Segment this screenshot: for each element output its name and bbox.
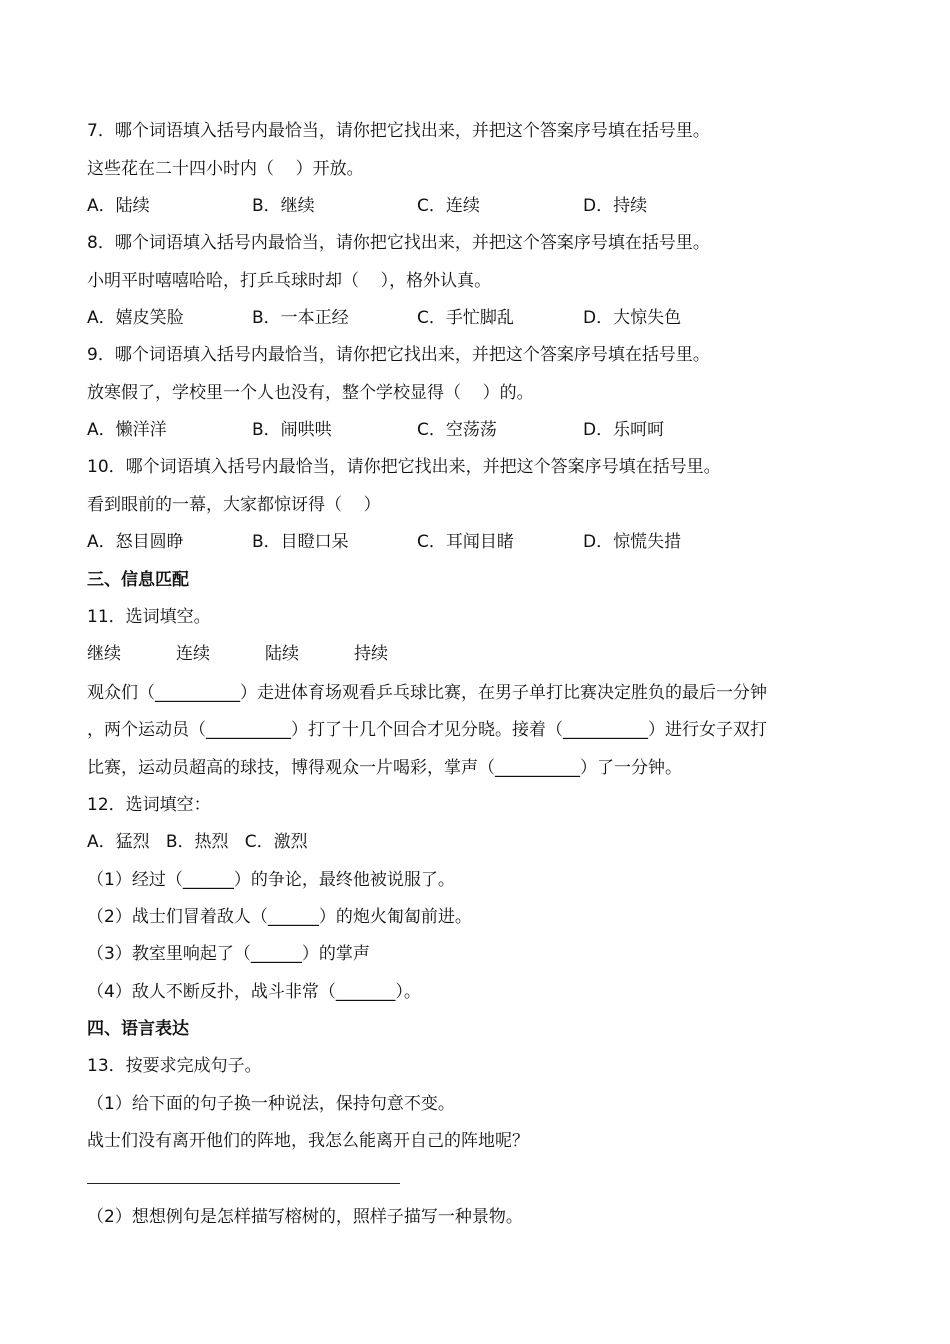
q10-stem: 10．哪个词语填入括号内最恰当，请你把它找出来，并把这个答案序号填在括号里。 [87,457,721,477]
answer-line[interactable] [87,1183,400,1184]
q10-option-a: A．怒目圆睁 [87,532,184,552]
q13-sentence: 战士们没有离开他们的阵地，我怎么能离开自己的阵地呢？ [87,1131,529,1151]
q9-option-a: A．懒洋洋 [87,420,167,440]
q12-item-1: （1）经过（______）的争论，最终他被说服了。 [87,870,455,890]
q12-item-4: （4）敌人不断反扑，战斗非常（_______）。 [87,982,421,1002]
q11-word-1: 继续 [87,644,121,664]
q9-option-b: B．闹哄哄 [252,420,332,440]
q9-stem: 9．哪个词语填入括号内最恰当，请你把它找出来，并把这个答案序号填在括号里。 [87,345,710,365]
q8-option-c: C．手忙脚乱 [417,308,514,328]
q9-option-c: C．空荡荡 [417,420,497,440]
q12-stem: 12．选词填空： [87,795,211,815]
q7-option-b: B．继续 [252,196,315,216]
q12-item-3: （3）教室里响起了（______）的掌声 [87,944,370,964]
q11-passage-line-3: 比赛，运动员超高的球技，博得观众一片喝彩，掌声（__________）了一分钟。 [87,758,682,778]
q11-word-3: 陆续 [265,644,299,664]
q8-sentence: 小明平时嘻嘻哈哈，打乒乓球时却（ ），格外认真。 [87,271,492,291]
q11-passage-line-1: 观众们（__________）走进体育场观看乒乓球比赛，在男子单打比赛决定胜负的最后一分钟 [87,683,767,703]
q10-option-c: C．耳闻目睹 [417,532,514,552]
q12-item-2: （2）战士们冒着敌人（______）的炮火匍匐前进。 [87,907,472,927]
q7-option-d: D．持续 [583,196,648,216]
q10-options [87,530,887,554]
q10-sentence: 看到眼前的一幕，大家都惊讶得（ ） [87,495,381,515]
q13-stem: 13．按要求完成句子。 [87,1056,262,1076]
q8-options [87,306,887,330]
q7-sentence: 这些花在二十四小时内（ ）开放。 [87,159,364,179]
q7-option-c: C．连续 [417,196,480,216]
q8-option-d: D．大惊失色 [583,308,682,328]
section-3-heading: 三、信息匹配 [87,570,189,590]
q10-option-b: B．目瞪口呆 [252,532,349,552]
q13-sub-1: （1）给下面的句子换一种说法，保持句意不变。 [87,1094,455,1114]
q8-option-b: B．一本正经 [252,308,349,328]
q11-word-bank [87,642,887,666]
q11-stem: 11．选词填空。 [87,607,211,627]
q9-sentence: 放寒假了，学校里一个人也没有，整个学校显得（ ）的。 [87,383,534,403]
q7-options [87,194,887,218]
q8-stem: 8．哪个词语填入括号内最恰当，请你把它找出来，并把这个答案序号填在括号里。 [87,233,710,253]
q8-option-a: A．嬉皮笑脸 [87,308,184,328]
q10-option-d: D．惊慌失措 [583,532,682,552]
q9-option-d: D．乐呵呵 [583,420,665,440]
q7-option-a: A．陆续 [87,196,150,216]
q11-word-2: 连续 [176,644,210,664]
section-4-heading: 四、语言表达 [87,1019,189,1039]
q13-sub-2: （2）想想例句是怎样描写榕树的，照样子描写一种景物。 [87,1207,523,1227]
q11-word-4: 持续 [354,644,388,664]
q12-options: A．猛烈 B．热烈 C．激烈 [87,832,308,852]
q11-passage-line-2: ，两个运动员（__________）打了十几个回合才见分晓。接着（__________）进行女子双打 [87,720,767,740]
q9-options [87,418,887,442]
q7-stem: 7．哪个词语填入括号内最恰当，请你把它找出来，并把这个答案序号填在括号里。 [87,121,710,141]
